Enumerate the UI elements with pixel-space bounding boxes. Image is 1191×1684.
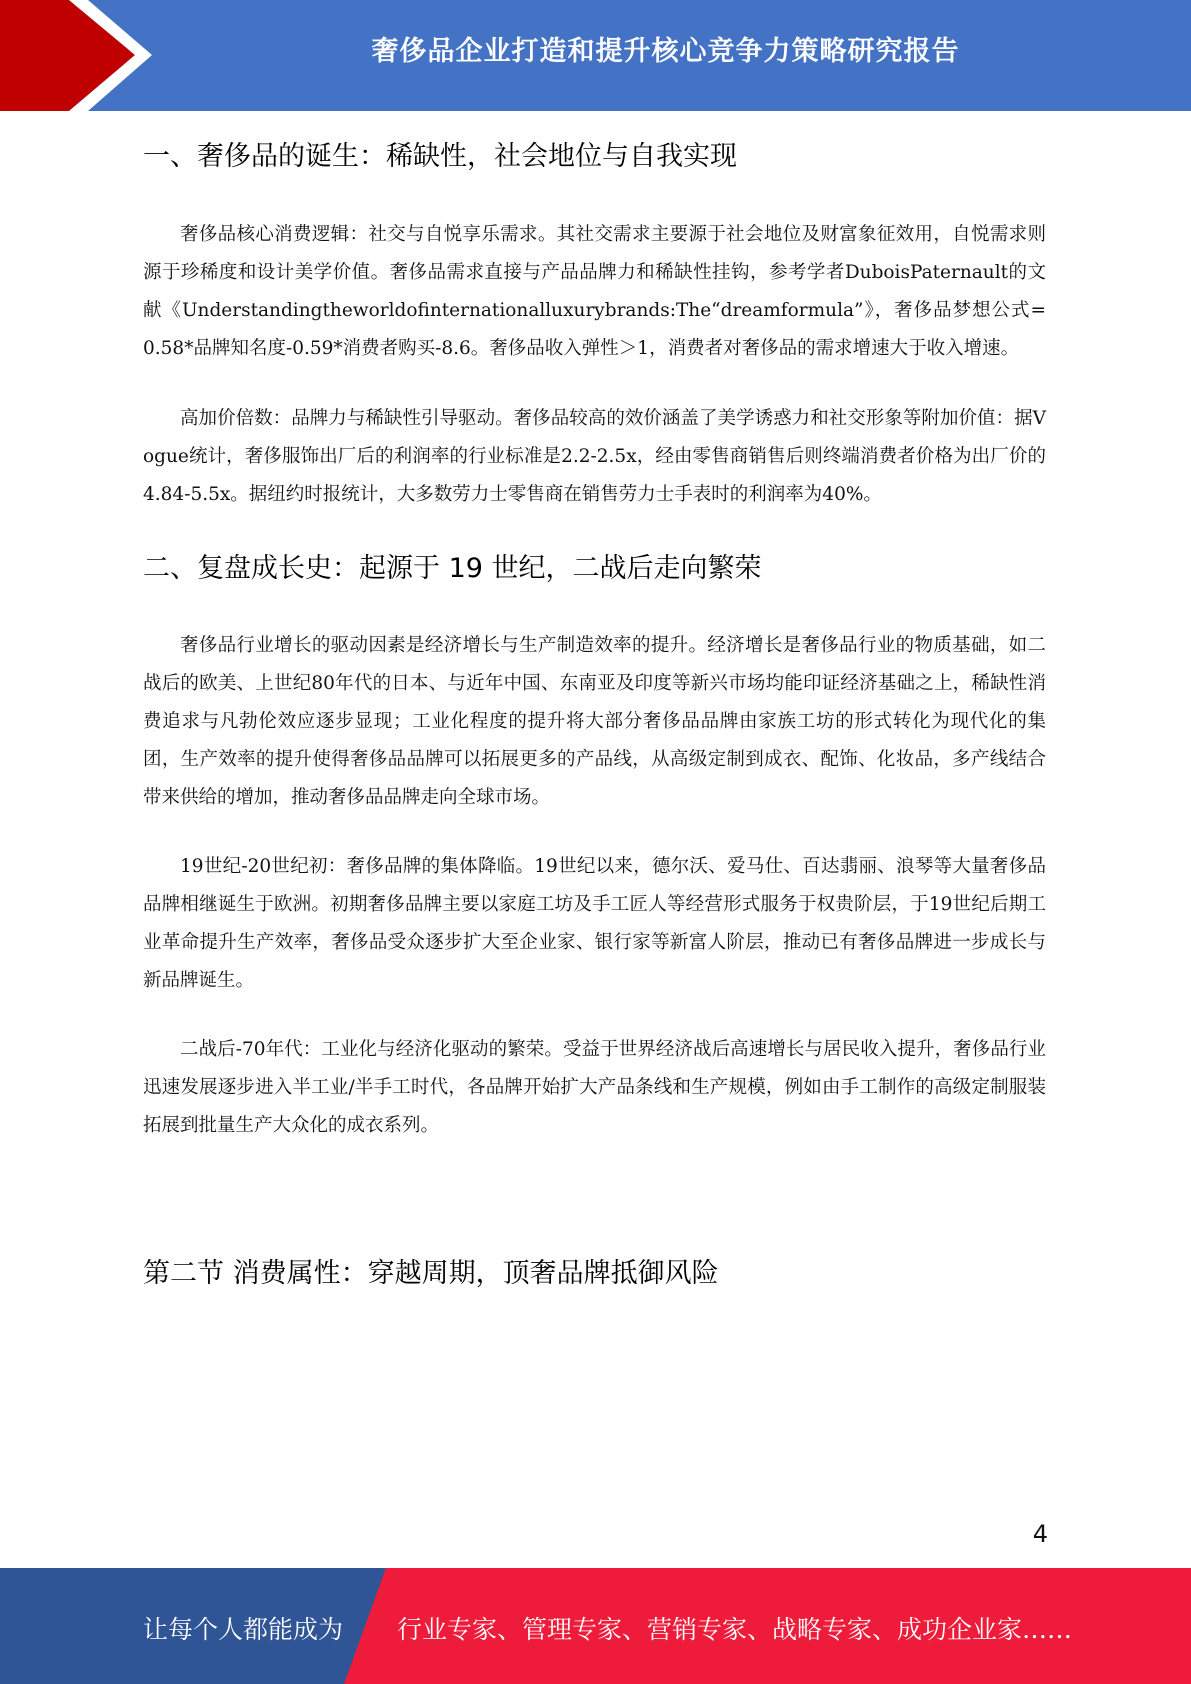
- header-red-chevron: [0, 0, 135, 111]
- paragraph: 19世纪-20世纪初：奢侈品牌的集体降临。19世纪以来，德尔沃、爱马仕、百达翡丽、浪琴等大量奢侈品品牌相继诞生于欧洲。初期奢侈品牌主要以家庭工坊及手工匠人等经营形式服务于权贵阶层，于19世纪后期工业革命提升生产效率，奢侈品受众逐步扩大至企业家、银行家等新富人阶层，推动已有奢侈品牌进一步成长与新品牌诞生。: [143, 856, 1046, 991]
- page-number: 4: [1032, 1520, 1048, 1548]
- section-heading: 一、奢侈品的诞生：稀缺性，社会地位与自我实现: [143, 141, 737, 172]
- paragraph: 奢侈品行业增长的驱动因素是经济增长与生产制造效率的提升。经济增长是奢侈品行业的物质基础，如二战后的欧美、上世纪80年代的日本、与近年中国、东南亚及印度等新兴市场均能印证经济基础之上，稀缺性消费追求与凡勃伦效应逐步显现；工业化程度的提升将大部分奢侈品品牌由家族工坊的形式转化为现代化的集团，生产效率的提升使得奢侈品品牌可以拓展更多的产品线，从高级定制到成衣、配饰、化妆品，多产线结合带来供给的增加，推动奢侈品品牌走向全球市场。: [143, 635, 1046, 808]
- page-header: [0, 0, 1191, 111]
- document-body: [143, 128, 1046, 1290]
- section-heading: 第二节 消费属性：穿越周期，顶奢品牌抵御风险: [143, 1258, 719, 1289]
- report-title: 奢侈品企业打造和提升核心竞争力策略研究报告: [371, 36, 960, 67]
- footer-slogan-left: 让每个人都能成为: [143, 1615, 344, 1644]
- paragraph: 二战后-70年代：工业化与经济化驱动的繁荣。受益于世界经济战后高速增长与居民收入提升，奢侈品行业迅速发展逐步进入半工业/半手工时代，各品牌开始扩大产品条线和生产规模，例如由手工制作的高级定制服装拓展到批量生产大众化的成衣系列。: [143, 1039, 1046, 1136]
- paragraph: 奢侈品核心消费逻辑：社交与自悦享乐需求。其社交需求主要源于社会地位及财富象征效用，自悦需求则源于珍稀度和设计美学价值。奢侈品需求直接与产品品牌力和稀缺性挂钩，参考学者DuboisPaternault的文献《Understandingtheworldofinternationalluxurybrands:The“dreamformula”》，奢侈品梦想公式=0.58*品牌知名度-0.59*消费者购买-8.6。奢侈品收入弹性＞1，消费者对奢侈品的需求增速大于收入增速。: [143, 224, 1046, 359]
- footer-slogan-right: 行业专家、管理专家、营销专家、战略专家、成功企业家……: [397, 1615, 1073, 1644]
- section-heading: 二、复盘成长史：起源于 19 世纪，二战后走向繁荣: [143, 553, 762, 584]
- page-footer: [0, 1568, 1191, 1684]
- paragraph: 高加价倍数：品牌力与稀缺性引导驱动。奢侈品较高的效价涵盖了美学诱惑力和社交形象等附加价值：据Vogue统计，奢侈服饰出厂后的利润率的行业标准是2.2-2.5x，经由零售商销售后则终端消费者价格为出厂价的4.84-5.5x。据纽约时报统计，大多数劳力士零售商在销售劳力士手表时的利润率为40%。: [143, 408, 1046, 505]
